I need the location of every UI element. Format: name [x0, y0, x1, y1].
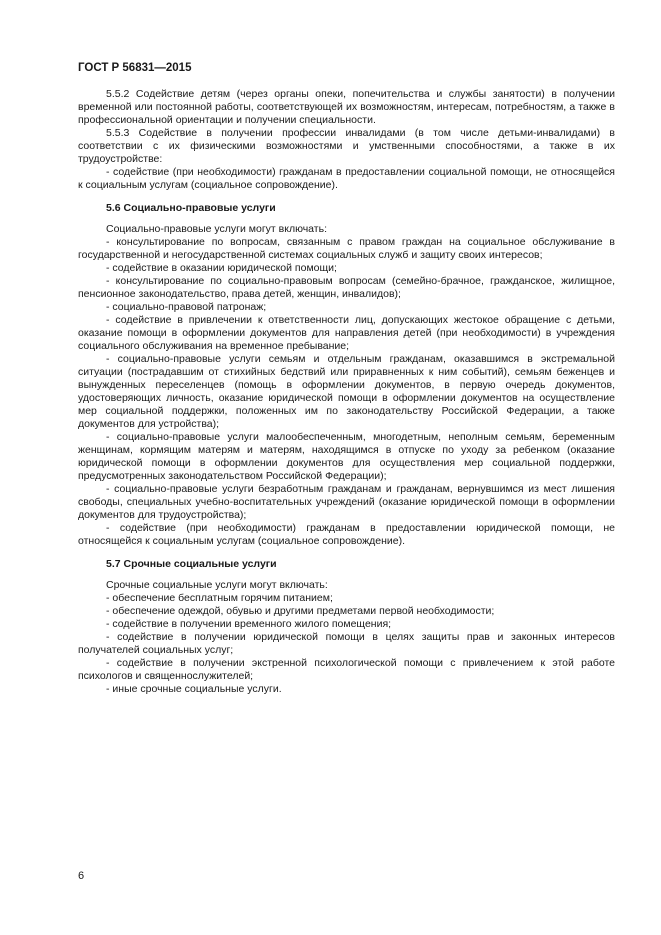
list-item: - обеспечение одеждой, обувью и другими предметами первой необходимости; — [106, 605, 495, 617]
document-body — [78, 88, 615, 696]
list-item: - содействие в оказании юридической помощи; — [106, 262, 337, 274]
list-item: - консультирование по вопросам, связанным с правом граждан на социальное обслуживание в государственной и негосударственной системах социальных служб и защиту своих интересов; — [78, 236, 615, 261]
list-item: - социально-правовые услуги безработным гражданам и гражданам, вернувшимся из мест лишения свободы, специальных учебно-воспитательных учреждений (оказание юридической помощи в оформлении документов для трудоустройства); — [78, 483, 615, 521]
section-heading: 5.7 Срочные социальные услуги — [106, 558, 277, 570]
paragraph: 5.5.3 Содействие в получении профессии инвалидами (в том числе детьми-инвалидами) в соответствии с их физическими возможностями и умственными способностями, а также в их трудоустройстве: — [78, 127, 615, 165]
paragraph: 5.5.2 Содействие детям (через органы опеки, попечительства и службы занятости) в получении временной или постоянной работы, соответствующей их возможностям, интересам, потребностям, а также в профессиональной ориентации и получении специальности. — [78, 88, 615, 126]
list-item: - консультирование по социально-правовым вопросам (семейно-брачное, гражданское, жилищное, пенсионное законодательство, права детей, женщин, инвалидов); — [78, 275, 615, 300]
section-heading: 5.6 Социально-правовые услуги — [106, 202, 276, 214]
list-item: - содействие (при необходимости) гражданам в предоставлении социальной помощи, не относящейся к социальным услугам (социальное сопровождение). — [78, 166, 615, 191]
list-item: - содействие в получении временного жилого помещения; — [106, 618, 392, 630]
list-item: - содействие в получении юридической помощи в целях защиты прав и законных интересов получателей социальных услуг; — [78, 631, 615, 656]
list-item: - социально-правовой патронаж; — [106, 301, 267, 313]
list-item: - социально-правовые услуги семьям и отдельным гражданам, оказавшимся в экстремальной ситуации (пострадавшим от стихийных бедствий или приравненных к ним событий), семьям беженцев и вынужденных переселенцев (помощь в оформлении документов, в первую очередь документов, удостоверяющих личность, оказание юридической помощи в оформлении документов на осуществление мер социальной поддержки, положенных им по законодательству Российской Федерации, а также документов для устройства); — [78, 353, 615, 430]
list-item: - обеспечение бесплатным горячим питанием; — [106, 592, 333, 604]
list-item: - содействие в получении экстренной психологической помощи с привлечением к этой работе психологов и священнослужителей; — [78, 657, 615, 682]
paragraph: Срочные социальные услуги могут включать: — [106, 579, 328, 591]
list-item: - содействие (при необходимости) гражданам в предоставлении юридической помощи, не относящейся к социальным услугам (социальное сопровождение). — [78, 522, 615, 547]
list-item: - социально-правовые услуги малообеспеченным, многодетным, неполным семьям, беременным женщинам, кормящим матерям и матерям, находящимся в отпуске по уходу за ребенком (оказание юридической помощи в оформлении документов для осуществления мер социальной поддержки, предусмотренных законодательством Российской Федерации); — [78, 431, 615, 482]
list-item: - иные срочные социальные услуги. — [106, 683, 282, 695]
paragraph: Социально-правовые услуги могут включать: — [106, 223, 327, 235]
page-number: 6 — [78, 870, 85, 882]
list-item: - содействие в привлечении к ответственности лиц, допускающих жестокое обращение с детьми, оказание помощи в оформлении документов для направления детей (при необходимости) в учреждения социального обслуживания на временное пребывание; — [78, 314, 615, 352]
document-header: ГОСТ Р 56831—2015 — [78, 62, 192, 74]
